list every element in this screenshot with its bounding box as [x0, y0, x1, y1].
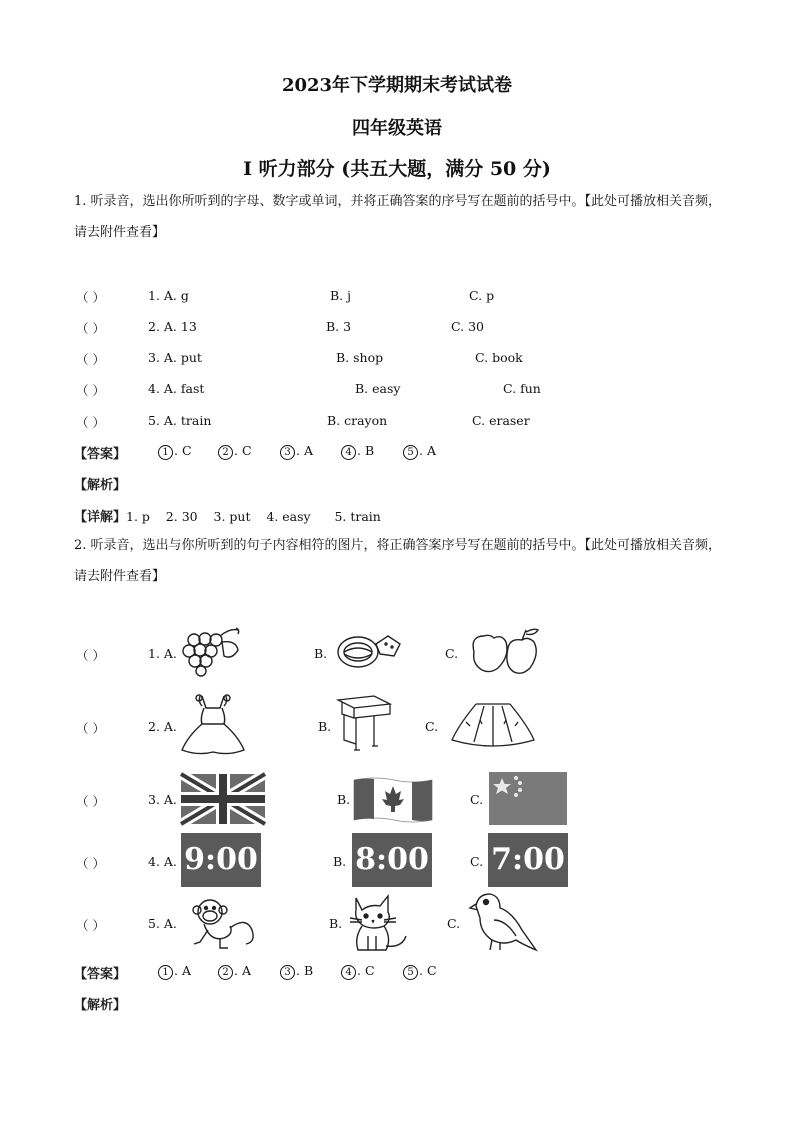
exam-subtitle: 四年级英语 [352, 118, 442, 139]
option-a: 1. A. g [148, 288, 189, 303]
exam-title: 2023年下学期期末考试试卷 [281, 75, 513, 96]
option-a: 4. A. fast [148, 381, 205, 396]
china-flag-icon [489, 772, 567, 825]
analysis-tag: 【解析】 [74, 998, 127, 1013]
option-c: C. fun [503, 381, 541, 396]
answer-item: 3 . A [280, 443, 313, 460]
option-c: C. [470, 854, 484, 869]
clock-9: 9:00 [181, 833, 261, 887]
answer-paren: （ ） [76, 415, 105, 430]
option-a: 3. A. [148, 792, 177, 807]
option-b: B. crayon [327, 413, 388, 428]
answer-paren: （ ） [76, 290, 105, 305]
option-c: C. book [475, 350, 523, 365]
option-b: B. [337, 792, 351, 807]
bird-icon [466, 890, 538, 954]
answer-paren: （ ） [76, 648, 105, 663]
cat-icon [348, 892, 412, 954]
option-a: 2. A. [148, 719, 177, 734]
answer-item: 3 . B [280, 963, 313, 980]
q2-prompt: 2. 听录音，选出与你所听到的句子内容相符的图片，将正确答案序号写在题前的括号中。【此处可播放相关音频，请去附件查看】 [74, 538, 722, 584]
option-b: B. [318, 719, 332, 734]
option-a: 1. A. [148, 646, 177, 661]
option-a: 5. A. train [148, 413, 212, 428]
answer-item: 2 . C [218, 443, 252, 460]
answer-paren: （ ） [76, 794, 105, 809]
q1-prompt: 1. 听录音，选出你所听到的字母、数字或单词，并将正确答案的序号写在题前的括号中。【此处可播放相关音频，请去附件查看】 [74, 194, 722, 240]
option-c: C. eraser [472, 413, 530, 428]
option-a: 5. A. [148, 916, 177, 931]
answer-paren: （ ） [76, 721, 105, 736]
clock-8: 8:00 [352, 833, 432, 887]
grapes-icon [180, 626, 244, 678]
answer-item: 5 . A [403, 443, 436, 460]
canada-flag-icon [354, 776, 432, 822]
answer-item: 1 . A [158, 963, 191, 980]
option-c: C. [445, 646, 459, 661]
apples-icon [468, 626, 540, 678]
answer-paren: （ ） [76, 321, 105, 336]
option-b: B. j [330, 288, 352, 303]
skirt-icon [448, 700, 538, 750]
option-c: C. p [469, 288, 495, 303]
option-c: C. [425, 719, 439, 734]
watermelon-icon [336, 630, 406, 670]
answer-item: 2 . A [218, 963, 251, 980]
option-b: B. easy [355, 381, 401, 396]
answer-item: 4 . C [341, 963, 375, 980]
detail-line: 【详解】1. p 2. 30 3. put 4. easy 5. train [74, 509, 381, 525]
answer-paren: （ ） [76, 352, 105, 367]
option-a: 2. A. 13 [148, 319, 197, 334]
analysis-tag: 【解析】 [74, 478, 127, 493]
dress-icon [178, 694, 248, 756]
answer-item: 5 . C [403, 963, 437, 980]
answer-paren: （ ） [76, 856, 105, 871]
option-b: B. 3 [326, 319, 352, 334]
option-c: C. [447, 916, 461, 931]
clock-7: 7:00 [488, 833, 568, 887]
option-b: B. shop [336, 350, 384, 365]
answer-tag: 【答案】 [74, 447, 127, 462]
monkey-icon [190, 896, 260, 952]
option-b: B. [314, 646, 328, 661]
option-b: B. [333, 854, 347, 869]
option-a: 3. A. put [148, 350, 202, 365]
answer-paren: （ ） [76, 383, 105, 398]
answer-item: 1 . C [158, 443, 192, 460]
desk-icon [334, 694, 394, 754]
answer-paren: （ ） [76, 918, 105, 933]
answer-tag: 【答案】 [74, 967, 127, 982]
answer-item: 4 . B [341, 443, 374, 460]
uk-flag-icon [181, 774, 265, 824]
option-c: C. [470, 792, 484, 807]
section-title: Ⅰ 听力部分 (共五大题，满分 50 分) [243, 158, 551, 180]
option-c: C. 30 [451, 319, 484, 334]
option-a: 4. A. [148, 854, 177, 869]
option-b: B. [329, 916, 343, 931]
